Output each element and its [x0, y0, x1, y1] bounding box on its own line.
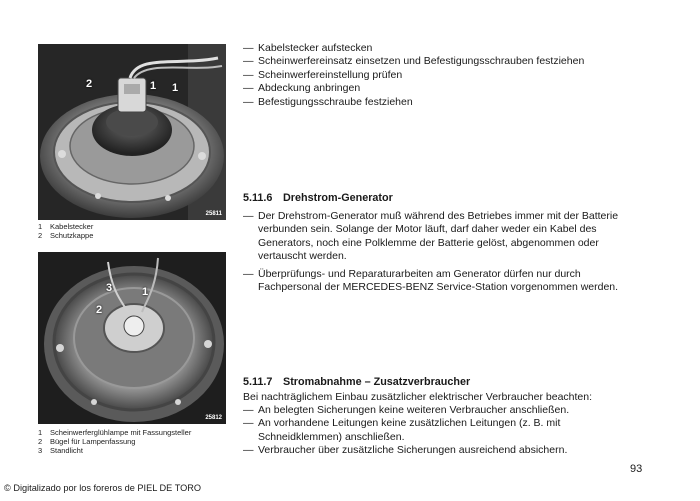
- list-item: — Scheinwerfereinstellung prüfen: [243, 68, 403, 81]
- list-item-continuation: Schneidklemmen) anschließen.: [258, 430, 405, 443]
- photo-callout-2: 2: [86, 78, 93, 90]
- section-1-list: [243, 210, 618, 294]
- photo-id: 25811: [205, 211, 222, 217]
- list-item: — Überprüfungs- und Reparaturarbeiten am Generator dürfen nur durch: [243, 267, 581, 280]
- section-2-intro: Bei nachträglichem Einbau zusätzlicher elektrischer Verbraucher beachten:: [243, 391, 593, 403]
- section-heading: 5.11.7 Stromabnahme – Zusatzverbraucher: [243, 376, 471, 388]
- photo-bottom-caption: [38, 428, 191, 455]
- list-item: — Befestigungsschraube festziehen: [243, 95, 413, 108]
- list-item-continuation: vertauscht werden.: [258, 250, 347, 263]
- section-heading: 5.11.6 Drehstrom-Generator: [243, 192, 393, 204]
- photo-callout-2: 2: [96, 304, 103, 316]
- list-item: — An belegten Sicherungen keine weiteren Verbraucher anschließen.: [243, 404, 570, 416]
- list-item: — Abdeckung anbringen: [243, 82, 361, 95]
- headlamp-bulb-photo: [38, 252, 226, 424]
- page-number: 93: [630, 463, 643, 475]
- section-2-list: [243, 404, 569, 458]
- photo-id: 25812: [205, 415, 222, 421]
- headlamp-bulb-illustration: [38, 252, 226, 424]
- photo-callout-1b: 1: [172, 82, 179, 94]
- list-item: — Kabelstecker aufstecken: [243, 42, 373, 54]
- list-item-continuation: verbunden sein. Solange der Motor läuft, darf daher weder ein Kabel des: [258, 223, 597, 236]
- caption-row: 1 Kabelstecker: [38, 222, 94, 231]
- step-list: [243, 42, 584, 109]
- caption-row: 2 Schutzkappe: [38, 231, 94, 240]
- headlamp-connector-photo: [38, 44, 226, 220]
- list-item-continuation: Generators, noch eine Polklemme der Batterie gelöst, abgenommen oder: [258, 236, 599, 249]
- list-item-continuation: Fachpersonal der MERCEDES-BENZ Service-Station vorgenommen werden.: [258, 281, 619, 294]
- list-item: — Scheinwerfereinsatz einsetzen und Befestigungsschrauben festziehen: [243, 55, 585, 68]
- list-item: — Der Drehstrom-Generator muß während des Betriebes immer mit der Batterie: [243, 210, 619, 222]
- footer-credit: © Digitalizado por los foreros de PIEL DE TORO: [4, 483, 202, 493]
- headlamp-housing-illustration: [38, 44, 226, 220]
- caption-row: 3 Standlicht: [38, 446, 83, 455]
- list-item: — Verbraucher über zusätzliche Sicherungen ausreichend absichern.: [243, 444, 568, 457]
- photo-top-caption: [38, 222, 93, 240]
- caption-row: 2 Bügel für Lampenfassung: [38, 437, 136, 446]
- list-item: — An vorhandene Leitungen keine zusätzlichen Leitungen (z. B. mit: [243, 417, 561, 430]
- photo-callout-1: 1: [150, 80, 157, 92]
- caption-row: 1 Scheinwerferglühlampe mit Fassungsteller: [38, 428, 192, 437]
- photo-callout-3: 3: [106, 282, 113, 294]
- photo-callout-1: 1: [142, 286, 149, 298]
